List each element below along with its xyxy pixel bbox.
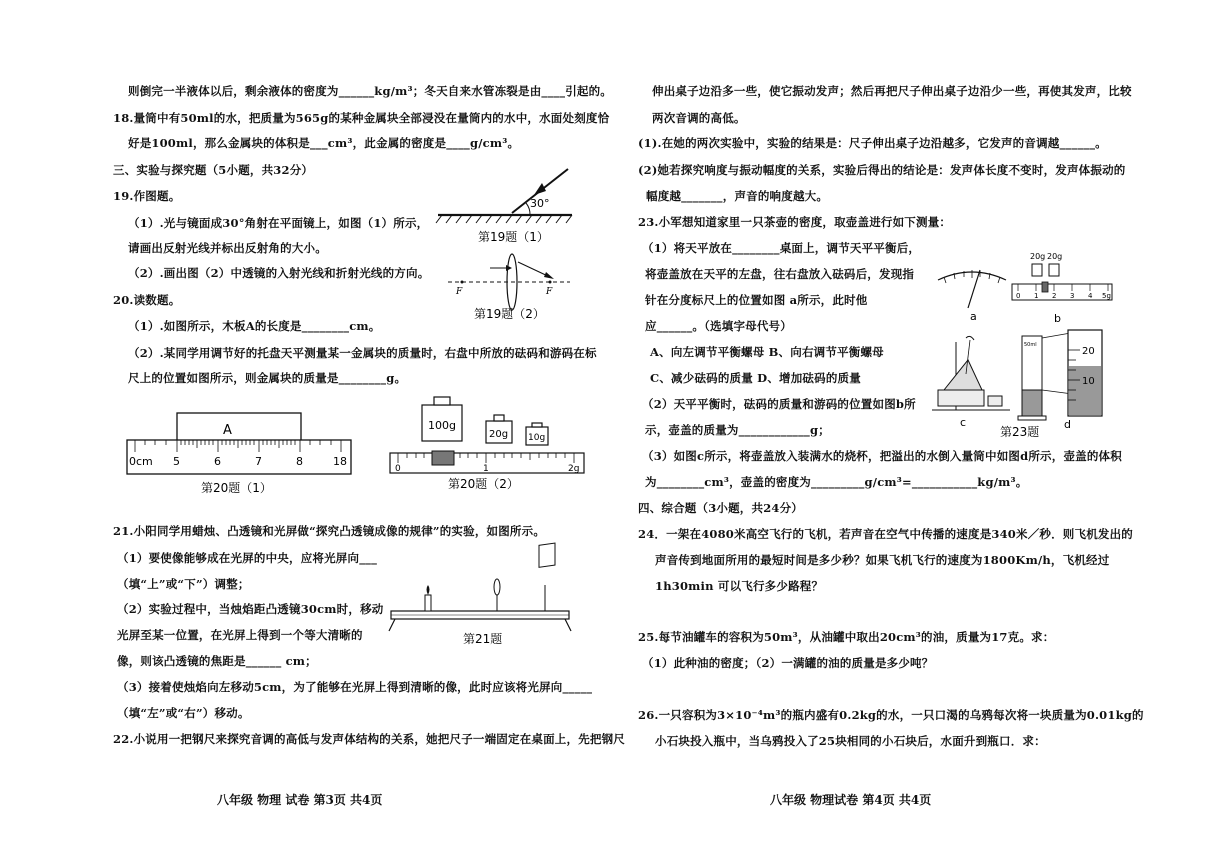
text-line: 应______。（选填字母代号） [645, 319, 792, 333]
text-line: 像，则该凸透镜的焦距是______ cm； [117, 654, 317, 668]
weight-100g: 100g [428, 419, 456, 432]
text-line: （1）.如图所示，木板A的长度是________cm。 [128, 319, 381, 333]
text-line: 两次音调的高低。 [652, 111, 746, 125]
text-line: （2）.画出图（2）中透镜的入射光线和折射光线的方向。 [128, 266, 430, 280]
text-line: 好是100ml，那么金属块的体积是___cm³，此金属的密度是____g/cm³。 [128, 136, 520, 150]
question-25: 25.每节油罐车的容积为50m³，从油罐中取出20cm³的油，质量为17克。求： [638, 630, 1055, 644]
figure-caption: 第20题（1） [201, 481, 272, 495]
tick-label: 1 [483, 464, 489, 474]
text-line: 将壶盖放在天平的左盘，往右盘放入砝码后，发现指 [645, 267, 915, 281]
section-heading-4: 四、综合题（3小题，共24分） [638, 501, 804, 515]
text-line: 示，壶盖的质量为____________g； [645, 423, 830, 437]
text-line: 则倒完一半液体以后，剩余液体的密度为______kg/m³；冬天自来水管冻裂是由____引起的。 [128, 84, 613, 98]
figure-19-1 [430, 165, 580, 245]
text-line: （2）实验过程中，当烛焰距凸透镜30cm时，移动 [117, 602, 384, 616]
question-20: 20.读数题。 [113, 293, 181, 307]
text-line: 请画出反射光线并标出反射角的大小。 [128, 241, 327, 255]
tick-label: 7 [255, 455, 262, 468]
text-line: （2）.某同学用调节好的托盘天平测量某一金属块的质量时，右盘中所放的砝码和游码在标 [128, 346, 597, 360]
tick-label: 2 [1052, 292, 1057, 300]
text-line: 1h30min 可以飞行多少路程？ [655, 579, 824, 593]
label-a: a [970, 310, 977, 323]
text-line: 针在分度标尺上的位置如图 a所示，此时他 [645, 293, 868, 307]
tick-label: 0 [395, 464, 401, 474]
tick-label: 18 [333, 455, 347, 468]
question-22: 22.小说用一把钢尺来探究音调的高低与发声体结构的关系，她把尺子一端固定在桌面上，先把钢尺 [113, 732, 626, 746]
figure-23 [930, 250, 1120, 440]
text-line: 为________cm³，壶盖的密度为_________g/cm³=___________kg/m³。 [645, 475, 1028, 489]
question-23: 23.小军想知道家里一只茶壶的密度，取壶盖进行如下测量： [638, 215, 952, 229]
tick-label: 2g [568, 464, 580, 474]
tick-label: 5 [173, 455, 180, 468]
text-line: 光屏至某一位置，在光屏上得到一个等大清晰的 [117, 628, 363, 642]
scale-10: 10 [1082, 376, 1095, 387]
question-24: 24．一架在4080米高空飞行的飞机，若声音在空气中传播的速度是340米／秒．则飞机发出的 [638, 527, 1134, 541]
page-footer: 八年级 物理试卷 第4页 共4页 [770, 793, 932, 807]
text-line: （1）.光与镜面成30°角射在平面镜上，如图（1）所示， [128, 216, 429, 230]
text-line: 小石块投入瓶中，当乌鸦投入了25块相同的小石块后，水面升到瓶口．求： [655, 734, 1046, 748]
label-c: c [960, 416, 967, 429]
tick-label: 3 [1070, 292, 1075, 300]
weight-20g: 20g [489, 429, 509, 440]
figure-19-2 [440, 248, 580, 323]
text-line: 声音传到地面所用的最短时间是多少秒？如果飞机飞行的速度为1800Km/h，飞机经过 [655, 553, 1110, 567]
text-line: （填“上”或“下”）调整； [117, 577, 250, 591]
option-line: A、向左调节平衡螺母 B、向右调节平衡螺母 [650, 345, 884, 359]
block-label: A [223, 423, 232, 438]
question-18: 18.量筒中有50ml的水，把质量为565g的某种金属块全部浸没在量筒内的水中，水面处刻度恰 [113, 111, 610, 125]
label-b: b [1054, 312, 1061, 325]
angle-label: 30° [530, 197, 550, 210]
figure-20-1 [125, 410, 355, 500]
tick-label: 0 [1016, 292, 1021, 300]
question-21: 21.小阳同学用蜡烛、凸透镜和光屏做“探究凸透镜成像的规律”的实验，如图所示。 [113, 524, 546, 538]
question-19: 19.作图题。 [113, 189, 181, 203]
focus-left: F [456, 287, 463, 297]
text-line: (2)她若探究响度与振动幅度的关系，实验后得出的结论是：发声体长度不变时，发声体振动的 [638, 163, 1126, 177]
text-line: （3）如图c所示，将壶盖放入装满水的烧杯，把溢出的水倒入量筒中如图d所示，壶盖的体积 [642, 449, 1122, 463]
tick-label: 5g [1102, 292, 1111, 300]
cylinder-top-label: 50ml [1024, 342, 1037, 348]
text-line: （3）接着使烛焰向左移动5cm，为了能够在光屏上得到清晰的像，此时应该将光屏向_____ [117, 680, 593, 694]
text-line: 幅度越_______，声音的响度越大。 [646, 189, 829, 203]
figure-caption: 第19题（2） [474, 307, 545, 321]
scale-20: 20 [1082, 346, 1095, 357]
weight-10g: 10g [528, 433, 546, 443]
question-26: 26.一只容积为3×10⁻⁴m³的瓶内盛有0.2kg的水，一只口渴的乌鸦每次将一块质量为0.01kg的 [638, 708, 1144, 722]
figure-20-2 [388, 393, 588, 493]
text-line: （1）要使像能够成在光屏的中央，应将光屏向___ [117, 551, 378, 565]
tick-label: 8 [296, 455, 303, 468]
text-line: （2）天平平衡时，砝码的质量和游码的位置如图b所 [642, 397, 916, 411]
label-d: d [1064, 418, 1071, 431]
figure-21 [385, 565, 575, 650]
focus-right: F [546, 287, 553, 297]
figure-caption: 第19题（1） [478, 230, 549, 244]
text-line: 尺上的位置如图所示，则金属块的质量是________g。 [128, 371, 407, 385]
text-line: （填“左”或“右”）移动。 [117, 706, 250, 720]
text-line: （1）将天平放在________桌面上，调节天平平衡后， [642, 241, 921, 255]
tick-label: 1 [1034, 292, 1039, 300]
tick-label: 6 [214, 455, 221, 468]
figure-caption: 第20题（2） [448, 477, 519, 491]
tick-label: 0cm [129, 455, 153, 468]
weight-label: 20g [1047, 252, 1063, 261]
weight-label: 20g [1030, 252, 1046, 261]
tick-label: 4 [1088, 292, 1093, 300]
page-footer: 八年级 物理 试卷 第3页 共4页 [217, 793, 383, 807]
text-line: （1）此种油的密度；（2）一满罐的油的质量是多少吨？ [642, 656, 934, 670]
option-line: C、减少砝码的质量 D、增加砝码的质量 [650, 371, 861, 385]
text-line: 伸出桌子边沿多一些，使它振动发声；然后再把尺子伸出桌子边沿少一些，再使其发声，比较 [652, 84, 1132, 98]
figure-caption: 第23题 [1000, 425, 1040, 439]
text-line: (1).在她的两次实验中，实验的结果是：尺子伸出桌子边沿越多，它发声的音调越______。 [638, 136, 1107, 150]
figure-caption: 第21题 [463, 632, 503, 646]
section-heading-3: 三、实验与探究题（5小题，共32分） [113, 163, 314, 177]
